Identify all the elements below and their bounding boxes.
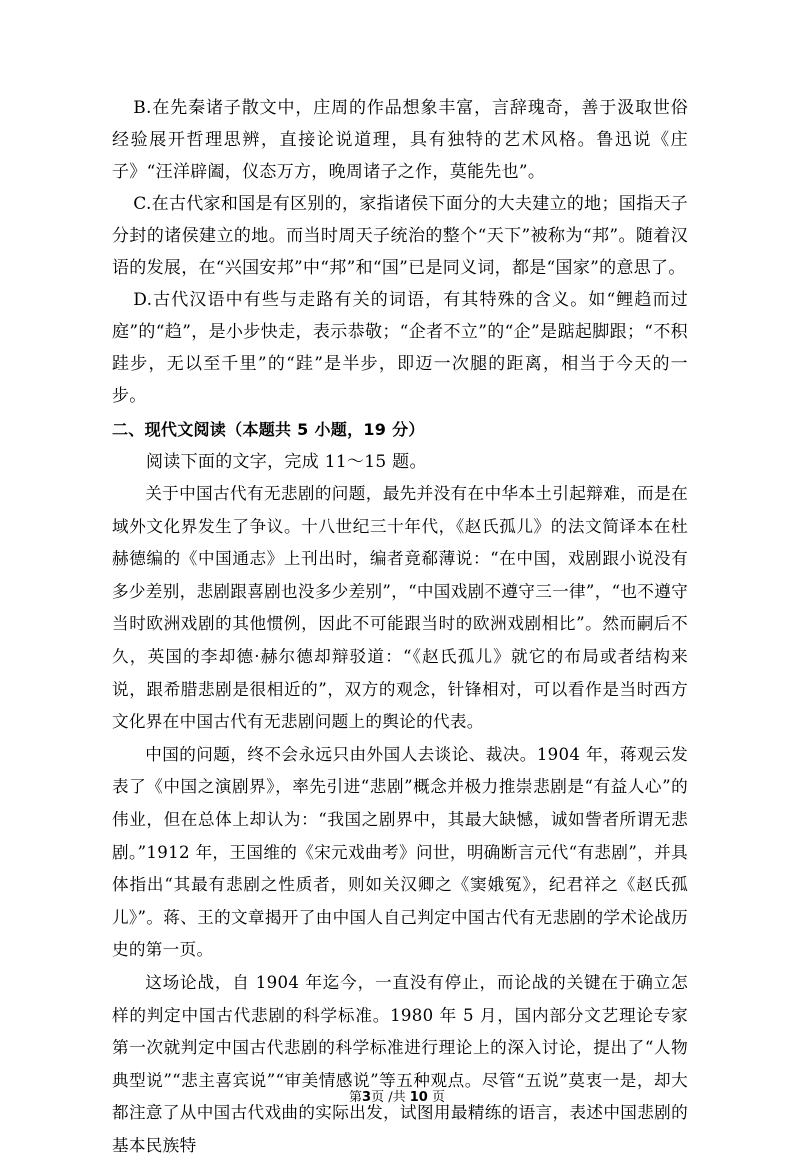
passage-paragraph-3: 这场论战，自 1904 年迄今，一直没有停止，而论战的关键在于确立怎样的判定中国古代悲剧的科学标准。1980 年 5 月，国内部分文艺理论专家第一次就判定中国古代悲剧的科学标准进行理论上的深入讨论，提出了“人物典型说”“悲主喜宾说”“审美情感说”等五种观点。尽管“五说”莫衷一是，却大都注意了从中国古代戏曲的实际出发，试图用最精练的语言，表述中国悲剧的基本民族特 [112,972,688,1155]
passage-paragraph-1: 关于中国古代有无悲剧的问题，最先并没有在中华本土引起辩难，而是在域外文化界发生了争议。十八世纪三十年代，《赵氏孤儿》的法文简译本在杜赫德编的《中国通志》上刊出时，编者竟郗薄说：“在中国，戏剧跟小说没有多少差别，悲剧跟喜剧也没多少差别”，“中国戏剧不遵守三一律”，“也不遵守当时欧洲戏剧的其他惯例，因此不可能跟当时的欧洲戏剧相比”。然而嗣后不久，英国的李却德·赫尔德却辩驳道：“《赵氏孤儿》就它的布局或者结构来说，跟希腊悲剧是很相近的”，双方的观念，针锋相对，可以看作是当时西方文化界在中国古代有无悲剧问题上的舆论的代表。 [112,484,688,732]
document-page [112,92,688,1162]
passage-paragraph-2: 中国的问题，终不会永远只由外国人去谈论、裁决。1904 年，蒋观云发表了《中国之演剧界》，率先引进“悲剧”概念并极力推崇悲剧是“有益人心”的伟业，但在总体上却认为：“我国之剧界中，其最大缺憾，诚如訾者所谓无悲剧。”1912 年，王国维的《宋元戏曲考》问世，明确断言元代“有悲剧”，并具体指出“其最有悲剧之性质者，则如关汉卿之《窦娥冤》，纪君祥之《赵氏孤儿》”。蒋、王的文章揭开了由中国人自己判定中国古代有无悲剧的学术论战历史的第一页。 [112,744,688,960]
footer-prefix: 第 [349,1090,363,1105]
section-instruction: 阅读下面的文字，完成 11～15 题。 [146,452,427,472]
section-heading: 二、现代文阅读（本题共 5 小题，19 分） [112,420,425,439]
footer-middle: 页 /共 [371,1090,406,1105]
footer-page-number: 3 [362,1090,372,1105]
footer-suffix: 页 [431,1090,445,1105]
page-footer [0,1086,794,1105]
footer-total-pages: 10 [409,1090,428,1105]
option-c: C.在古代家和国是有区别的，家指诸侯下面分的大夫建立的地；国指天子分封的诸侯建立的地。而当时周天子统治的整个“天下”被称为“邦”。随着汉语的发展，在“兴国安邦”中“邦”和“国”已是同义词，都是“国家”的意思了。 [112,194,688,278]
option-d: D.古代汉语中有些与走路有关的词语，有其特殊的含义。如“鲤趋而过庭”的“趋”，是小步快走，表示恭敬；“企者不立”的“企”是踮起脚跟；“不积跬步，无以至千里”的“跬”是半步，即迈一次腿的距离，相当于今天的一步。 [112,290,688,406]
option-b: B.在先秦诸子散文中，庄周的作品想象丰富，言辞瑰奇，善于汲取世俗经验展开哲理思辨，直接论说道理，具有独特的艺术风格。鲁迅说《庄子》“汪洋辟阖，仪态万方，晚周诸子之作，莫能先也”。 [112,98,688,182]
